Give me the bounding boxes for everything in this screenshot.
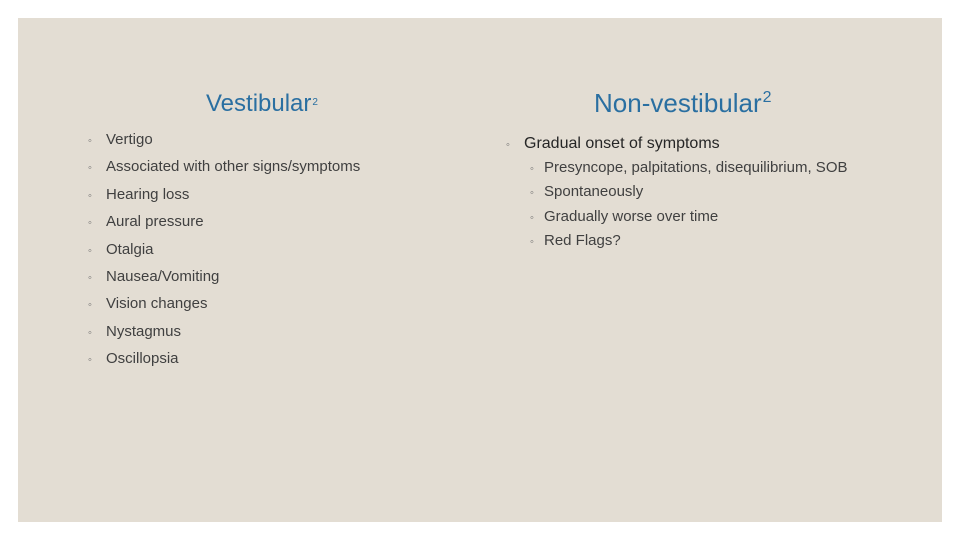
bullet-icon: ◦ [506,139,510,151]
list-item [530,207,848,231]
bullet-icon: ◦ [530,235,534,248]
non-vestibular-heading-footnote: 2 [762,89,772,106]
non-vestibular-heading [594,88,772,119]
list-item-text: Hearing loss [106,185,190,203]
list-item-text: Spontaneously [544,183,644,201]
bullet-icon: ◦ [88,244,92,257]
bullet-icon: ◦ [88,189,92,202]
list-item-text: Nausea/Vomiting [106,267,220,285]
list-item-text: Nystagmus [106,322,182,340]
list-item [88,267,360,294]
list-item-text: Vertigo [106,131,153,148]
list-item [530,158,848,182]
non-vestibular-main-list [506,134,720,154]
vestibular-heading-footnote: 2 [312,97,318,108]
list-item [88,157,360,184]
list-item [88,349,360,376]
list-item [88,294,360,321]
list-item-text: Otalgia [106,240,154,258]
list-item-text: Gradually worse over time [544,207,719,225]
vestibular-symptom-list [88,130,360,377]
list-item-text: Red Flags? [544,231,621,249]
vestibular-heading-text: Vestibular [206,90,312,117]
bullet-icon: ◦ [530,163,534,175]
list-item [88,240,360,267]
bullet-icon: ◦ [88,217,92,230]
list-item-text: Gradual onset of symptoms [524,135,720,152]
non-vestibular-sub-list [530,158,848,255]
bullet-icon: ◦ [88,326,92,339]
list-item [506,134,720,154]
vestibular-heading [206,90,318,118]
list-item-text: Presyncope, palpitations, disequilibrium, SOB [544,159,848,176]
bullet-icon: ◦ [530,211,534,224]
list-item-text: Vision changes [106,295,208,313]
list-item [88,130,360,157]
list-item-text: Oscillopsia [106,350,179,368]
list-item-text: Aural pressure [106,213,204,231]
slide [18,18,942,522]
list-item [88,322,360,349]
list-item [530,231,848,255]
bullet-icon: ◦ [88,299,92,312]
list-item [530,182,848,206]
list-item [88,185,360,212]
bullet-icon: ◦ [88,135,92,147]
bullet-icon: ◦ [88,271,92,284]
list-item [88,212,360,239]
bullet-icon: ◦ [88,162,92,175]
bullet-icon: ◦ [88,354,92,367]
list-item-text: Associated with other signs/symptoms [106,158,361,176]
bullet-icon: ◦ [530,187,534,200]
non-vestibular-heading-text: Non-vestibular [594,88,762,118]
